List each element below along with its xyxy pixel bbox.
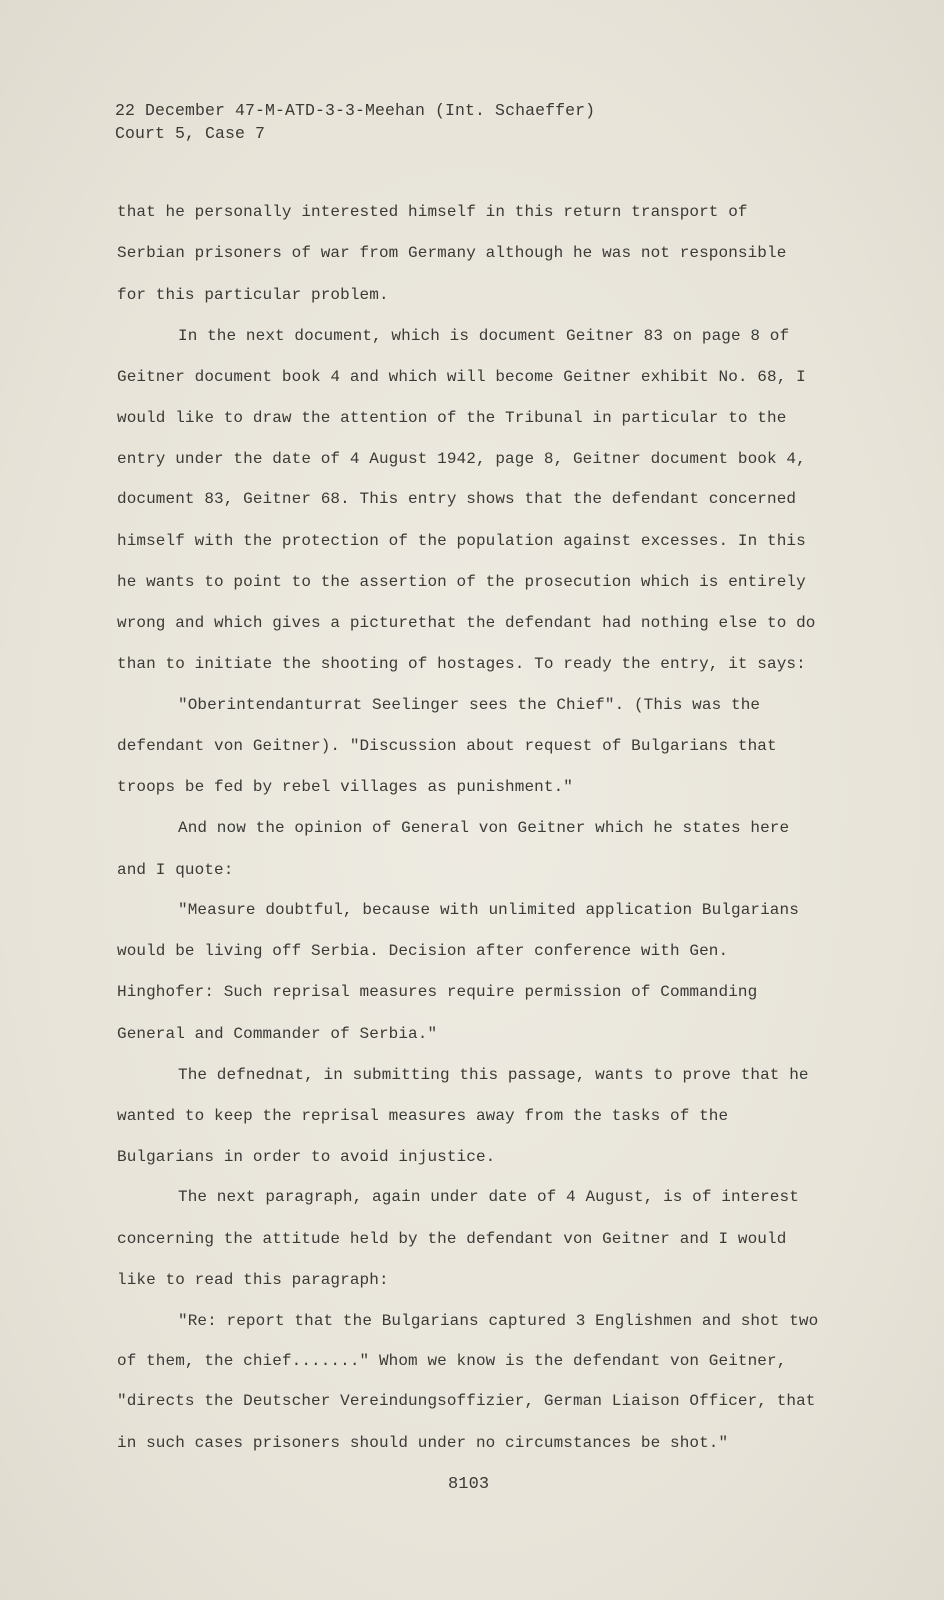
text-line: himself with the protection of the population against excesses. In this [117, 532, 806, 550]
text-line: that he personally interested himself in this return transport of [117, 203, 748, 221]
text-line: "Re: report that the Bulgarians captured 3 Englishmen and shot two [178, 1312, 819, 1330]
text-line: in such cases prisoners should under no circumstances be shot." [117, 1434, 729, 1452]
text-line: he wants to point to the assertion of the prosecution which is entirely [117, 573, 806, 591]
page-number: 8103 [448, 1475, 490, 1494]
text-line: In the next document, which is document Geitner 83 on page 8 of [178, 327, 790, 345]
text-line: And now the opinion of General von Geitner which he states here [178, 819, 790, 837]
text-line: entry under the date of 4 August 1942, page 8, Geitner document book 4, [117, 450, 806, 468]
text-line: would be living off Serbia. Decision after conference with Gen. [117, 942, 729, 960]
text-line: "Oberintendanturrat Seelinger sees the Chief". (This was the [178, 696, 761, 714]
text-line: "Measure doubtful, because with unlimited application Bulgarians [178, 901, 799, 919]
text-line: Bulgarians in order to avoid injustice. [117, 1148, 496, 1166]
text-line: Hinghofer: Such reprisal measures require permission of Commanding [117, 983, 758, 1001]
text-line: for this particular problem. [117, 286, 389, 304]
text-line: and I quote: [117, 861, 234, 879]
header-line-2: Court 5, Case 7 [115, 124, 266, 143]
text-line: than to initiate the shooting of hostages. To ready the entry, it says: [117, 655, 806, 673]
text-line: The defnednat, in submitting this passage, wants to prove that he [178, 1066, 809, 1084]
text-line: troops be fed by rebel villages as punishment." [117, 778, 573, 796]
text-line: like to read this paragraph: [117, 1271, 389, 1289]
header-line-1: 22 December 47-M-ATD-3-3-Meehan (Int. Schaeffer) [115, 101, 596, 120]
text-line: document 83, Geitner 68. This entry shows that the defendant concerned [117, 490, 797, 508]
text-line: Serbian prisoners of war from Germany although he was not responsible [117, 244, 787, 262]
text-line: "directs the Deutscher Vereindungsoffizier, German Liaison Officer, that [117, 1392, 816, 1410]
text-line: wanted to keep the reprisal measures away from the tasks of the [117, 1107, 729, 1125]
text-line: The next paragraph, again under date of 4 August, is of interest [178, 1188, 799, 1206]
text-line: Geitner document book 4 and which will become Geitner exhibit No. 68, I [117, 368, 806, 386]
text-line: concerning the attitude held by the defendant von Geitner and I would [117, 1230, 787, 1248]
text-line: General and Commander of Serbia." [117, 1025, 438, 1043]
text-line: wrong and which gives a picturethat the defendant had nothing else to do [117, 614, 816, 632]
text-line: would like to draw the attention of the Tribunal in particular to the [117, 409, 787, 427]
text-line: defendant von Geitner). "Discussion about request of Bulgarians that [117, 737, 777, 755]
text-line: of them, the chief......." Whom we know is the defendant von Geitner, [117, 1352, 787, 1370]
